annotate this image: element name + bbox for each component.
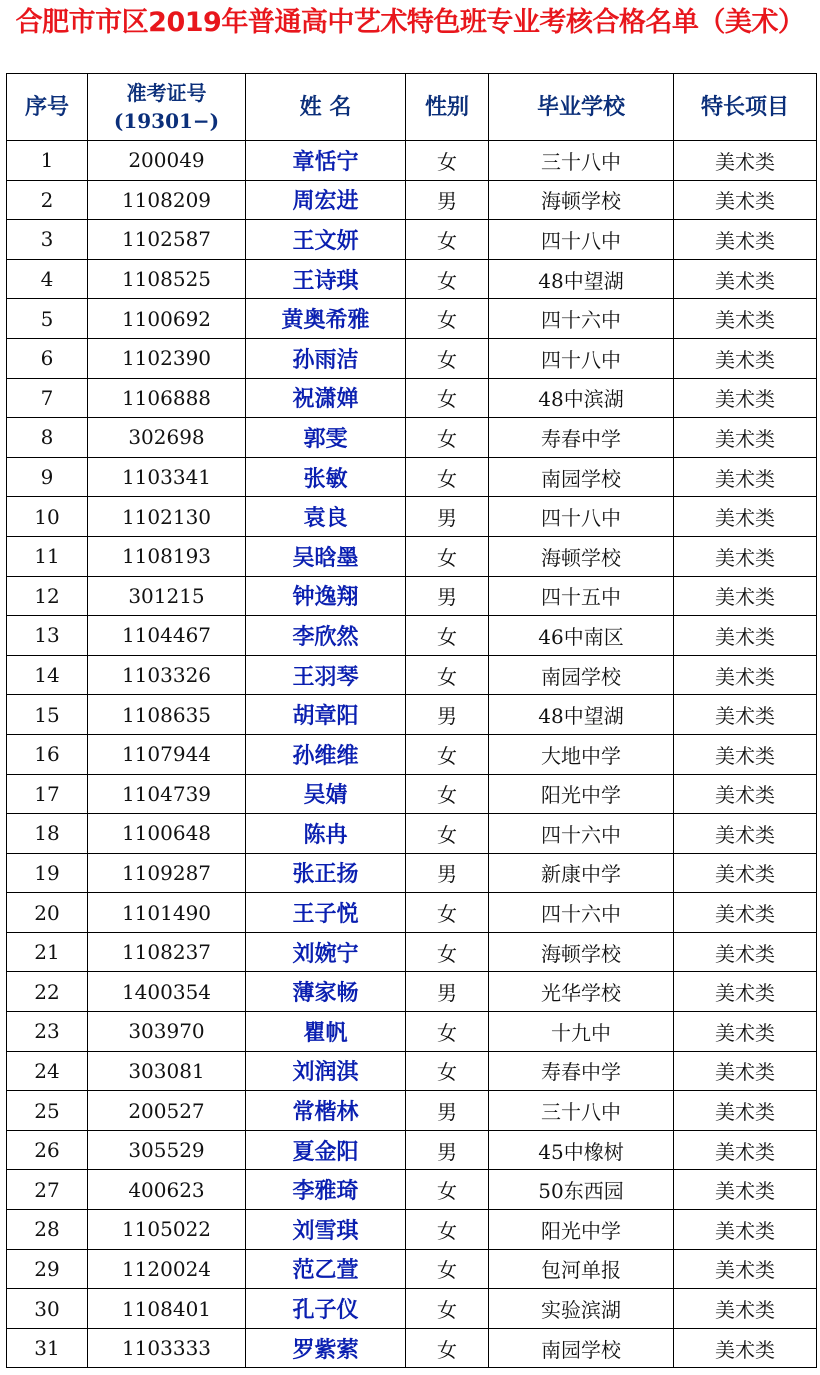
cell-gender: 女 (406, 299, 489, 339)
cell-index: 14 (7, 655, 88, 695)
cell-ticket: 303970 (88, 1012, 246, 1052)
cell-ticket: 1108237 (88, 932, 246, 972)
cell-gender: 女 (406, 932, 489, 972)
header-ticket-prefix: (19301−) (113, 109, 220, 133)
cell-ticket: 1108193 (88, 536, 246, 576)
cell-index: 21 (7, 932, 88, 972)
cell-gender: 男 (406, 1130, 489, 1170)
cell-name: 黄奥希雅 (246, 299, 406, 339)
cell-index: 9 (7, 457, 88, 497)
cell-ticket: 1104739 (88, 774, 246, 814)
table-row (7, 536, 817, 576)
cell-name: 常楷林 (246, 1091, 406, 1131)
cell-ticket: 1108525 (88, 259, 246, 299)
header-specialty: 特长项目 (674, 74, 817, 141)
cell-specialty: 美术类 (674, 932, 817, 972)
cell-gender: 女 (406, 1249, 489, 1289)
header-gender: 性别 (406, 74, 489, 141)
cell-name: 吴晗墨 (246, 536, 406, 576)
cell-specialty: 美术类 (674, 853, 817, 893)
table-row (7, 1210, 817, 1250)
cell-gender: 女 (406, 1170, 489, 1210)
cell-ticket: 1102587 (88, 220, 246, 260)
cell-index: 30 (7, 1289, 88, 1329)
cell-specialty: 美术类 (674, 338, 817, 378)
cell-school: 十九中 (489, 1012, 674, 1052)
cell-school: 南园学校 (489, 655, 674, 695)
table-row (7, 1130, 817, 1170)
header-name: 姓 名 (246, 74, 406, 141)
header-index: 序号 (7, 74, 88, 141)
cell-gender: 女 (406, 378, 489, 418)
cell-name: 王诗琪 (246, 259, 406, 299)
cell-specialty: 美术类 (674, 457, 817, 497)
cell-school: 大地中学 (489, 734, 674, 774)
cell-gender: 男 (406, 576, 489, 616)
cell-school: 四十八中 (489, 338, 674, 378)
cell-school: 实验滨湖 (489, 1289, 674, 1329)
cell-specialty: 美术类 (674, 814, 817, 854)
cell-ticket: 302698 (88, 418, 246, 458)
table-row (7, 616, 817, 656)
table-row (7, 418, 817, 458)
table-row (7, 893, 817, 933)
cell-index: 10 (7, 497, 88, 537)
cell-name: 李欣然 (246, 616, 406, 656)
cell-specialty: 美术类 (674, 259, 817, 299)
cell-school: 海顿学校 (489, 536, 674, 576)
cell-index: 22 (7, 972, 88, 1012)
cell-ticket: 1102130 (88, 497, 246, 537)
table-row (7, 1289, 817, 1329)
table-row (7, 1249, 817, 1289)
cell-gender: 女 (406, 814, 489, 854)
cell-gender: 女 (406, 338, 489, 378)
cell-specialty: 美术类 (674, 180, 817, 220)
table-row (7, 1051, 817, 1091)
cell-index: 29 (7, 1249, 88, 1289)
cell-index: 7 (7, 378, 88, 418)
cell-specialty: 美术类 (674, 1051, 817, 1091)
table-row (7, 932, 817, 972)
cell-school: 46中南区 (489, 616, 674, 656)
cell-specialty: 美术类 (674, 1289, 817, 1329)
cell-specialty: 美术类 (674, 616, 817, 656)
cell-school: 48中望湖 (489, 695, 674, 735)
cell-index: 4 (7, 259, 88, 299)
cell-specialty: 美术类 (674, 1012, 817, 1052)
cell-school: 寿春中学 (489, 1051, 674, 1091)
cell-ticket: 1109287 (88, 853, 246, 893)
cell-name: 周宏进 (246, 180, 406, 220)
cell-specialty: 美术类 (674, 734, 817, 774)
cell-name: 李雅琦 (246, 1170, 406, 1210)
header-school: 毕业学校 (489, 74, 674, 141)
table-row (7, 180, 817, 220)
cell-index: 11 (7, 536, 88, 576)
cell-index: 6 (7, 338, 88, 378)
table-header-row (7, 74, 817, 141)
header-ticket (88, 74, 246, 141)
table-row (7, 655, 817, 695)
table-row (7, 1012, 817, 1052)
cell-gender: 女 (406, 141, 489, 181)
cell-ticket: 1100692 (88, 299, 246, 339)
table-row (7, 695, 817, 735)
cell-gender: 女 (406, 418, 489, 458)
cell-index: 8 (7, 418, 88, 458)
table-row (7, 853, 817, 893)
cell-ticket: 1102390 (88, 338, 246, 378)
cell-gender: 男 (406, 972, 489, 1012)
cell-school: 四十八中 (489, 220, 674, 260)
cell-index: 1 (7, 141, 88, 181)
cell-ticket: 303081 (88, 1051, 246, 1091)
cell-gender: 女 (406, 616, 489, 656)
cell-gender: 男 (406, 1091, 489, 1131)
cell-name: 孙雨洁 (246, 338, 406, 378)
cell-index: 27 (7, 1170, 88, 1210)
cell-ticket: 1103341 (88, 457, 246, 497)
cell-ticket: 1108401 (88, 1289, 246, 1329)
table-row (7, 220, 817, 260)
cell-ticket: 305529 (88, 1130, 246, 1170)
cell-ticket: 200049 (88, 141, 246, 181)
qualified-list-table (6, 73, 817, 1368)
cell-specialty: 美术类 (674, 576, 817, 616)
cell-index: 28 (7, 1210, 88, 1250)
table-row (7, 141, 817, 181)
cell-name: 瞿帆 (246, 1012, 406, 1052)
cell-school: 光华学校 (489, 972, 674, 1012)
cell-ticket: 1107944 (88, 734, 246, 774)
cell-index: 17 (7, 774, 88, 814)
cell-name: 孙维维 (246, 734, 406, 774)
cell-school: 四十六中 (489, 814, 674, 854)
cell-ticket: 1103333 (88, 1328, 246, 1368)
table-row (7, 1091, 817, 1131)
cell-ticket: 1104467 (88, 616, 246, 656)
table-row (7, 497, 817, 537)
cell-gender: 女 (406, 457, 489, 497)
cell-specialty: 美术类 (674, 1130, 817, 1170)
table-row (7, 299, 817, 339)
cell-name: 王文妍 (246, 220, 406, 260)
cell-name: 张正扬 (246, 853, 406, 893)
cell-specialty: 美术类 (674, 497, 817, 537)
cell-gender: 男 (406, 695, 489, 735)
cell-name: 孔子仪 (246, 1289, 406, 1329)
cell-school: 海顿学校 (489, 180, 674, 220)
cell-name: 刘润淇 (246, 1051, 406, 1091)
cell-gender: 男 (406, 497, 489, 537)
cell-name: 袁良 (246, 497, 406, 537)
cell-name: 王子悦 (246, 893, 406, 933)
cell-specialty: 美术类 (674, 141, 817, 181)
cell-specialty: 美术类 (674, 299, 817, 339)
cell-name: 胡章阳 (246, 695, 406, 735)
cell-name: 陈冉 (246, 814, 406, 854)
table-row (7, 774, 817, 814)
cell-specialty: 美术类 (674, 220, 817, 260)
cell-specialty: 美术类 (674, 1210, 817, 1250)
cell-specialty: 美术类 (674, 418, 817, 458)
cell-ticket: 1101490 (88, 893, 246, 933)
cell-ticket: 301215 (88, 576, 246, 616)
cell-specialty: 美术类 (674, 1249, 817, 1289)
table-row (7, 814, 817, 854)
cell-name: 刘婉宁 (246, 932, 406, 972)
cell-ticket: 1103326 (88, 655, 246, 695)
cell-name: 薄家畅 (246, 972, 406, 1012)
cell-index: 25 (7, 1091, 88, 1131)
cell-name: 张敏 (246, 457, 406, 497)
cell-school: 阳光中学 (489, 774, 674, 814)
cell-school: 阳光中学 (489, 1210, 674, 1250)
cell-gender: 女 (406, 774, 489, 814)
cell-index: 2 (7, 180, 88, 220)
cell-gender: 女 (406, 1051, 489, 1091)
cell-index: 16 (7, 734, 88, 774)
cell-index: 15 (7, 695, 88, 735)
cell-gender: 女 (406, 1289, 489, 1329)
cell-gender: 女 (406, 1328, 489, 1368)
cell-gender: 女 (406, 655, 489, 695)
cell-ticket: 1100648 (88, 814, 246, 854)
cell-specialty: 美术类 (674, 378, 817, 418)
cell-school: 南园学校 (489, 1328, 674, 1368)
cell-name: 范乙萱 (246, 1249, 406, 1289)
header-ticket-label: 准考证号 (126, 81, 207, 105)
table-row (7, 972, 817, 1012)
cell-index: 5 (7, 299, 88, 339)
cell-school: 三十八中 (489, 141, 674, 181)
cell-specialty: 美术类 (674, 536, 817, 576)
table-row (7, 576, 817, 616)
cell-gender: 女 (406, 893, 489, 933)
cell-gender: 女 (406, 220, 489, 260)
cell-school: 四十五中 (489, 576, 674, 616)
cell-index: 19 (7, 853, 88, 893)
cell-specialty: 美术类 (674, 655, 817, 695)
cell-name: 祝潇婵 (246, 378, 406, 418)
cell-ticket: 1105022 (88, 1210, 246, 1250)
cell-index: 26 (7, 1130, 88, 1170)
cell-gender: 女 (406, 536, 489, 576)
cell-school: 50东西园 (489, 1170, 674, 1210)
cell-gender: 女 (406, 259, 489, 299)
cell-school: 三十八中 (489, 1091, 674, 1131)
cell-name: 王羽琴 (246, 655, 406, 695)
cell-name: 夏金阳 (246, 1130, 406, 1170)
cell-gender: 男 (406, 180, 489, 220)
table-row (7, 1170, 817, 1210)
cell-specialty: 美术类 (674, 695, 817, 735)
cell-specialty: 美术类 (674, 1091, 817, 1131)
cell-school: 45中橡树 (489, 1130, 674, 1170)
cell-gender: 男 (406, 853, 489, 893)
cell-name: 钟逸翔 (246, 576, 406, 616)
cell-school: 海顿学校 (489, 932, 674, 972)
table-row (7, 338, 817, 378)
cell-name: 吴婧 (246, 774, 406, 814)
cell-specialty: 美术类 (674, 774, 817, 814)
cell-ticket: 1108635 (88, 695, 246, 735)
cell-specialty: 美术类 (674, 893, 817, 933)
cell-school: 48中望湖 (489, 259, 674, 299)
cell-school: 四十六中 (489, 893, 674, 933)
cell-index: 12 (7, 576, 88, 616)
cell-ticket: 400623 (88, 1170, 246, 1210)
cell-index: 13 (7, 616, 88, 656)
cell-ticket: 1400354 (88, 972, 246, 1012)
cell-index: 20 (7, 893, 88, 933)
table-row (7, 457, 817, 497)
cell-index: 24 (7, 1051, 88, 1091)
cell-name: 刘雪琪 (246, 1210, 406, 1250)
cell-specialty: 美术类 (674, 972, 817, 1012)
cell-name: 章恬宁 (246, 141, 406, 181)
cell-gender: 女 (406, 734, 489, 774)
cell-school: 四十六中 (489, 299, 674, 339)
cell-school: 寿春中学 (489, 418, 674, 458)
cell-ticket: 1106888 (88, 378, 246, 418)
cell-school: 48中滨湖 (489, 378, 674, 418)
cell-name: 罗紫萦 (246, 1328, 406, 1368)
cell-school: 包河单报 (489, 1249, 674, 1289)
cell-school: 新康中学 (489, 853, 674, 893)
table-row (7, 1328, 817, 1368)
page-title: 合肥市市区2019年普通高中艺术特色班专业考核合格名单（美术） (15, 7, 805, 38)
table-row (7, 378, 817, 418)
cell-name: 郭雯 (246, 418, 406, 458)
cell-school: 四十八中 (489, 497, 674, 537)
cell-ticket: 1108209 (88, 180, 246, 220)
cell-index: 31 (7, 1328, 88, 1368)
cell-ticket: 1120024 (88, 1249, 246, 1289)
cell-gender: 女 (406, 1012, 489, 1052)
cell-gender: 女 (406, 1210, 489, 1250)
cell-index: 3 (7, 220, 88, 260)
table-row (7, 259, 817, 299)
cell-specialty: 美术类 (674, 1328, 817, 1368)
cell-ticket: 200527 (88, 1091, 246, 1131)
cell-index: 23 (7, 1012, 88, 1052)
table-row (7, 734, 817, 774)
cell-index: 18 (7, 814, 88, 854)
cell-school: 南园学校 (489, 457, 674, 497)
cell-specialty: 美术类 (674, 1170, 817, 1210)
